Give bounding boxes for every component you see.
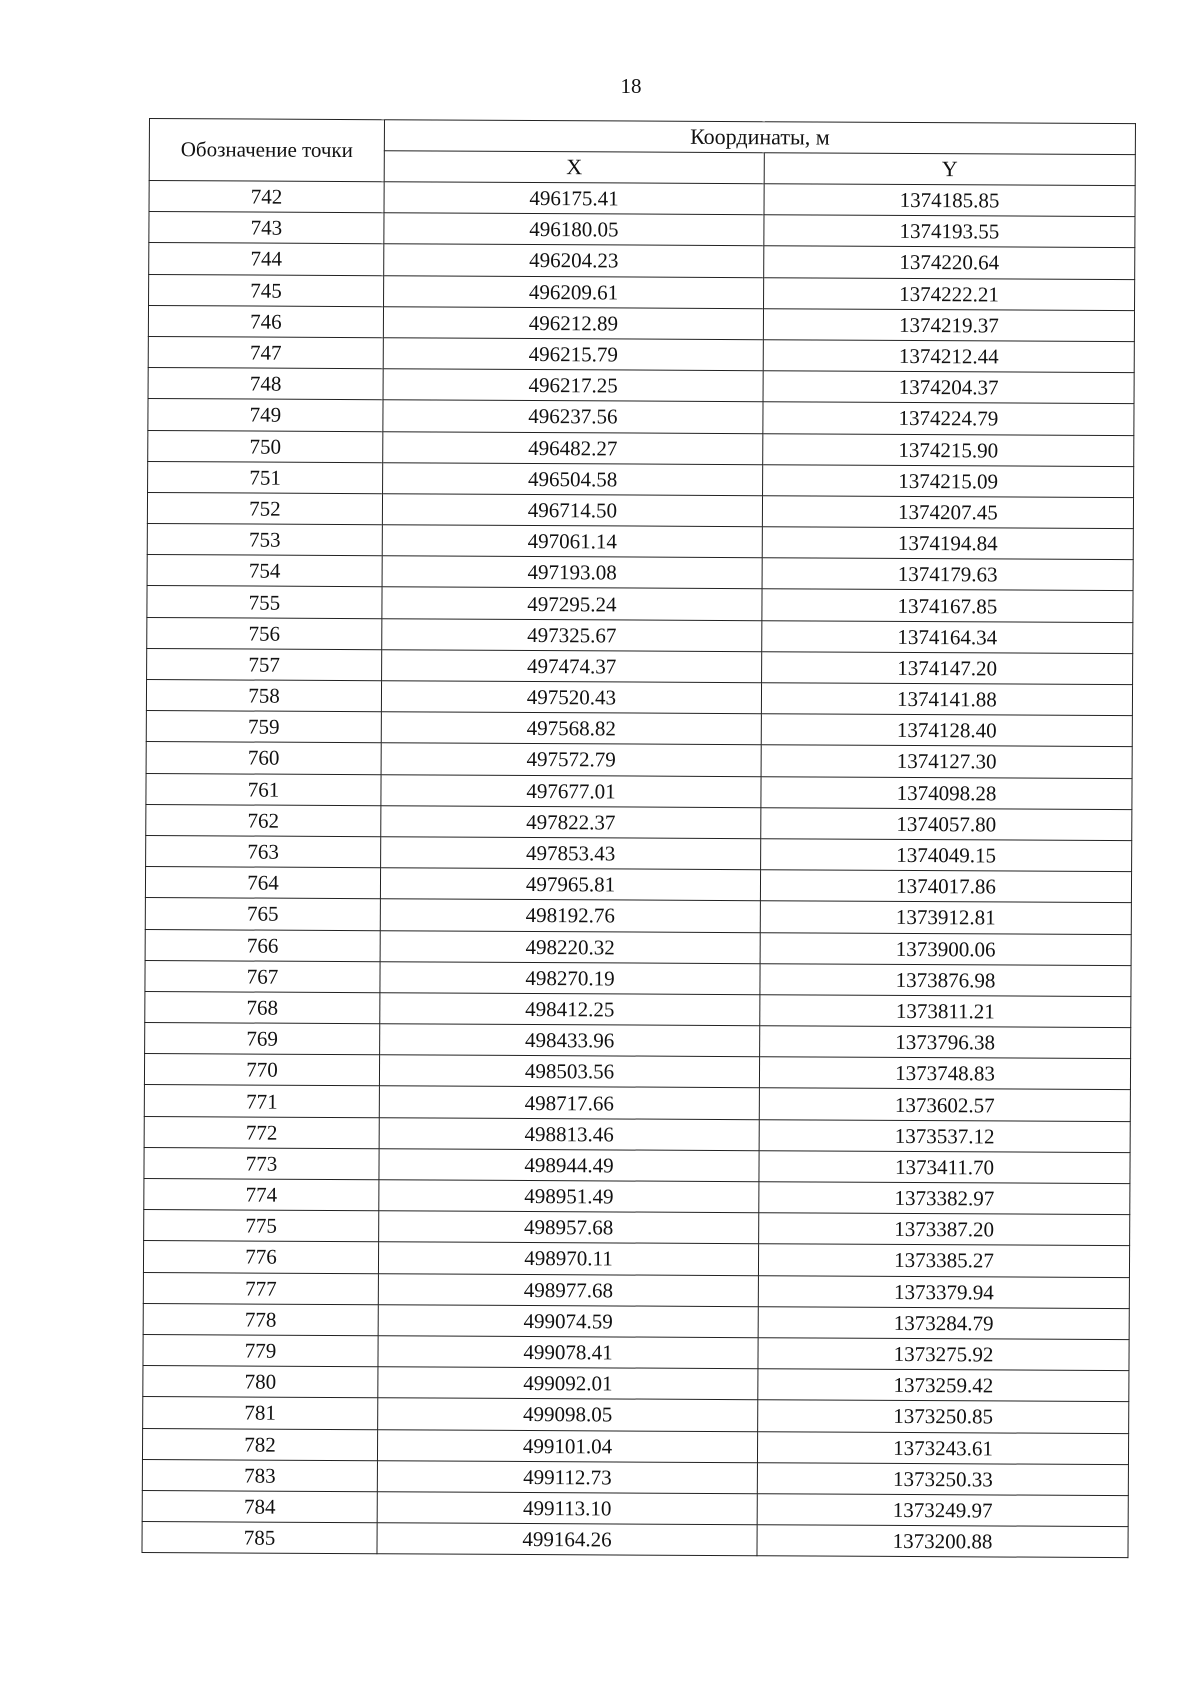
point-id-cell: 752 (147, 492, 382, 524)
y-coordinate-cell: 1373250.33 (757, 1462, 1128, 1495)
y-coordinate-cell: 1374128.40 (761, 714, 1132, 747)
x-coordinate-cell: 497474.37 (382, 650, 762, 683)
table-row (143, 1366, 1129, 1402)
x-coordinate-cell: 497965.81 (380, 868, 760, 901)
y-coordinate-cell: 1374219.37 (763, 308, 1134, 341)
x-coordinate-cell: 498433.96 (380, 1024, 760, 1057)
point-id-cell: 762 (146, 804, 381, 836)
point-id-cell: 753 (147, 524, 382, 556)
x-coordinate-cell: 496209.61 (384, 275, 764, 308)
table-row (146, 804, 1132, 840)
x-coordinate-cell: 497822.37 (381, 805, 761, 838)
point-id-cell: 779 (143, 1334, 378, 1366)
point-id-cell: 767 (145, 960, 380, 992)
table-row (148, 399, 1134, 435)
y-coordinate-cell: 1373284.79 (758, 1306, 1129, 1339)
y-coordinate-cell: 1374193.55 (764, 215, 1135, 248)
table-row (146, 742, 1132, 778)
x-coordinate-cell: 496180.05 (384, 213, 764, 246)
table-row (149, 181, 1135, 217)
y-coordinate-cell: 1373537.12 (759, 1119, 1130, 1152)
point-id-cell: 750 (148, 430, 383, 462)
point-id-cell: 768 (145, 991, 380, 1023)
point-id-cell: 771 (144, 1085, 379, 1117)
y-coordinate-cell: 1373379.94 (758, 1275, 1129, 1308)
x-coordinate-cell: 498977.68 (378, 1273, 758, 1306)
point-id-cell: 772 (144, 1116, 379, 1148)
table-row (146, 679, 1132, 715)
point-id-cell: 784 (142, 1490, 377, 1522)
point-id-cell: 745 (149, 274, 384, 306)
x-coordinate-cell: 498270.19 (380, 961, 760, 994)
point-id-cell: 749 (148, 399, 383, 431)
point-id-cell: 759 (146, 711, 381, 743)
y-coordinate-cell: 1373243.61 (757, 1431, 1128, 1464)
table-row (145, 991, 1131, 1027)
page-number: 18 (620, 74, 642, 98)
x-coordinate-cell: 496215.79 (383, 338, 763, 371)
y-coordinate-cell: 1374222.21 (764, 277, 1135, 310)
y-coordinate-cell: 1374057.80 (761, 807, 1132, 840)
point-id-cell: 754 (147, 555, 382, 587)
x-coordinate-cell: 497677.01 (381, 774, 761, 807)
table-row (144, 1085, 1130, 1121)
point-id-cell: 748 (148, 368, 383, 400)
table-row (146, 711, 1132, 747)
header-point-designation: Обозначение точки (149, 119, 384, 182)
table-row (145, 929, 1131, 965)
point-id-cell: 751 (148, 461, 383, 493)
point-id-cell: 764 (145, 867, 380, 899)
x-coordinate-cell: 498220.32 (380, 930, 760, 963)
point-id-cell: 761 (146, 773, 381, 805)
table-body (142, 181, 1135, 1558)
point-id-cell: 778 (143, 1303, 378, 1335)
x-coordinate-cell: 499113.10 (377, 1492, 757, 1525)
y-coordinate-cell: 1374215.90 (763, 433, 1134, 466)
table-row (143, 1303, 1129, 1339)
table-row (148, 368, 1134, 404)
x-coordinate-cell: 497325.67 (382, 618, 762, 651)
table-row (145, 960, 1131, 996)
y-coordinate-cell: 1374194.84 (762, 527, 1133, 560)
table-row (148, 461, 1134, 497)
point-id-cell: 783 (142, 1459, 377, 1491)
y-coordinate-cell: 1373900.06 (760, 932, 1131, 965)
y-coordinate-cell: 1374147.20 (762, 652, 1133, 685)
table-row (147, 524, 1133, 560)
x-coordinate-cell: 498957.68 (379, 1211, 759, 1244)
table-row (147, 617, 1133, 653)
table-row (148, 430, 1134, 466)
point-id-cell: 774 (144, 1178, 379, 1210)
x-coordinate-cell: 497568.82 (381, 712, 761, 745)
x-coordinate-cell: 496175.41 (384, 182, 764, 215)
table-row (144, 1116, 1130, 1152)
y-coordinate-cell: 1373912.81 (760, 901, 1131, 934)
x-coordinate-cell: 496204.23 (384, 244, 764, 277)
table-row (144, 1054, 1130, 1090)
y-coordinate-cell: 1374141.88 (761, 683, 1132, 716)
point-id-cell: 785 (142, 1522, 377, 1554)
x-coordinate-cell: 498813.46 (379, 1117, 759, 1150)
y-coordinate-cell: 1373249.97 (757, 1494, 1128, 1527)
point-id-cell: 758 (146, 679, 381, 711)
coordinates-table (141, 118, 1136, 1558)
x-coordinate-cell: 496482.27 (383, 431, 763, 464)
table-row (144, 1147, 1130, 1183)
table-row (148, 336, 1134, 372)
point-id-cell: 773 (144, 1147, 379, 1179)
point-id-cell: 777 (143, 1272, 378, 1304)
x-coordinate-cell: 496237.56 (383, 400, 763, 433)
x-coordinate-cell: 498412.25 (380, 993, 760, 1026)
point-id-cell: 744 (149, 243, 384, 275)
point-id-cell: 782 (142, 1428, 377, 1460)
y-coordinate-cell: 1373748.83 (759, 1057, 1130, 1090)
table-row (149, 243, 1135, 279)
x-coordinate-cell: 496504.58 (383, 462, 763, 495)
table-row (147, 492, 1133, 528)
point-id-cell: 747 (148, 336, 383, 368)
table-row (147, 555, 1133, 591)
y-coordinate-cell: 1373259.42 (758, 1369, 1129, 1402)
table-row (143, 1397, 1129, 1433)
y-coordinate-cell: 1373385.27 (758, 1244, 1129, 1277)
y-coordinate-cell: 1373387.20 (759, 1213, 1130, 1246)
y-coordinate-cell: 1374127.30 (761, 745, 1132, 778)
table-row (145, 898, 1131, 934)
table-row (145, 1023, 1131, 1059)
y-coordinate-cell: 1374017.86 (760, 870, 1131, 903)
point-id-cell: 781 (143, 1397, 378, 1429)
point-id-cell: 769 (145, 1023, 380, 1055)
x-coordinate-cell: 497853.43 (381, 837, 761, 870)
header-coordinates: Координаты, м (384, 120, 1135, 155)
x-coordinate-cell: 496212.89 (383, 306, 763, 339)
x-coordinate-cell: 499164.26 (377, 1523, 757, 1556)
header-y: Y (764, 153, 1135, 186)
table-row (144, 1178, 1130, 1214)
x-coordinate-cell: 497572.79 (381, 743, 761, 776)
x-coordinate-cell: 496217.25 (383, 369, 763, 402)
y-coordinate-cell: 1373382.97 (759, 1182, 1130, 1215)
table-row (148, 305, 1134, 341)
y-coordinate-cell: 1373275.92 (758, 1338, 1129, 1371)
y-coordinate-cell: 1373876.98 (760, 963, 1131, 996)
x-coordinate-cell: 499112.73 (377, 1460, 757, 1493)
x-coordinate-cell: 498970.11 (378, 1242, 758, 1275)
point-id-cell: 775 (144, 1210, 379, 1242)
x-coordinate-cell: 499098.05 (378, 1398, 758, 1431)
point-id-cell: 776 (143, 1241, 378, 1273)
x-coordinate-cell: 497193.08 (382, 556, 762, 589)
y-coordinate-cell: 1374212.44 (763, 340, 1134, 373)
point-id-cell: 780 (143, 1366, 378, 1398)
point-id-cell: 742 (149, 181, 384, 213)
y-coordinate-cell: 1374185.85 (764, 184, 1135, 217)
x-coordinate-cell: 499074.59 (378, 1304, 758, 1337)
y-coordinate-cell: 1373250.85 (758, 1400, 1129, 1433)
table-row (149, 274, 1135, 310)
point-id-cell: 766 (145, 929, 380, 961)
y-coordinate-cell: 1373411.70 (759, 1151, 1130, 1184)
y-coordinate-cell: 1374215.09 (763, 464, 1134, 497)
x-coordinate-cell: 498503.56 (379, 1055, 759, 1088)
table-row (142, 1459, 1128, 1495)
point-id-cell: 765 (145, 898, 380, 930)
x-coordinate-cell: 496714.50 (382, 494, 762, 527)
table-row (149, 212, 1135, 248)
y-coordinate-cell: 1374179.63 (762, 558, 1133, 591)
table-row (146, 835, 1132, 871)
table-row (147, 586, 1133, 622)
point-id-cell: 770 (144, 1054, 379, 1086)
y-coordinate-cell: 1374220.64 (764, 246, 1135, 279)
table-row (143, 1272, 1129, 1308)
point-id-cell: 760 (146, 742, 381, 774)
x-coordinate-cell: 498192.76 (380, 899, 760, 932)
x-coordinate-cell: 497295.24 (382, 587, 762, 620)
y-coordinate-cell: 1373200.88 (757, 1525, 1128, 1558)
y-coordinate-cell: 1373811.21 (760, 995, 1131, 1028)
x-coordinate-cell: 499078.41 (378, 1336, 758, 1369)
y-coordinate-cell: 1374224.79 (763, 402, 1134, 435)
point-id-cell: 756 (147, 617, 382, 649)
y-coordinate-cell: 1374164.34 (762, 620, 1133, 653)
y-coordinate-cell: 1373602.57 (759, 1088, 1130, 1121)
y-coordinate-cell: 1374098.28 (761, 776, 1132, 809)
x-coordinate-cell: 498717.66 (379, 1086, 759, 1119)
point-id-cell: 757 (147, 648, 382, 680)
x-coordinate-cell: 498944.49 (379, 1149, 759, 1182)
x-coordinate-cell: 499101.04 (377, 1429, 757, 1462)
table-row (146, 773, 1132, 809)
x-coordinate-cell: 497520.43 (381, 681, 761, 714)
table-row (144, 1210, 1130, 1246)
x-coordinate-cell: 499092.01 (378, 1367, 758, 1400)
table-row (145, 867, 1131, 903)
header-x: X (384, 151, 764, 184)
table-row (142, 1428, 1128, 1464)
x-coordinate-cell: 497061.14 (382, 525, 762, 558)
y-coordinate-cell: 1374167.85 (762, 589, 1133, 622)
y-coordinate-cell: 1374207.45 (762, 496, 1133, 529)
point-id-cell: 743 (149, 212, 384, 244)
x-coordinate-cell: 498951.49 (379, 1180, 759, 1213)
table-row (143, 1241, 1129, 1277)
point-id-cell: 755 (147, 586, 382, 618)
table-row (142, 1490, 1128, 1526)
table-row (143, 1334, 1129, 1370)
table-row (147, 648, 1133, 684)
table-row (142, 1522, 1128, 1558)
y-coordinate-cell: 1374049.15 (761, 839, 1132, 872)
y-coordinate-cell: 1374204.37 (763, 371, 1134, 404)
point-id-cell: 746 (148, 305, 383, 337)
point-id-cell: 763 (146, 835, 381, 867)
y-coordinate-cell: 1373796.38 (760, 1026, 1131, 1059)
